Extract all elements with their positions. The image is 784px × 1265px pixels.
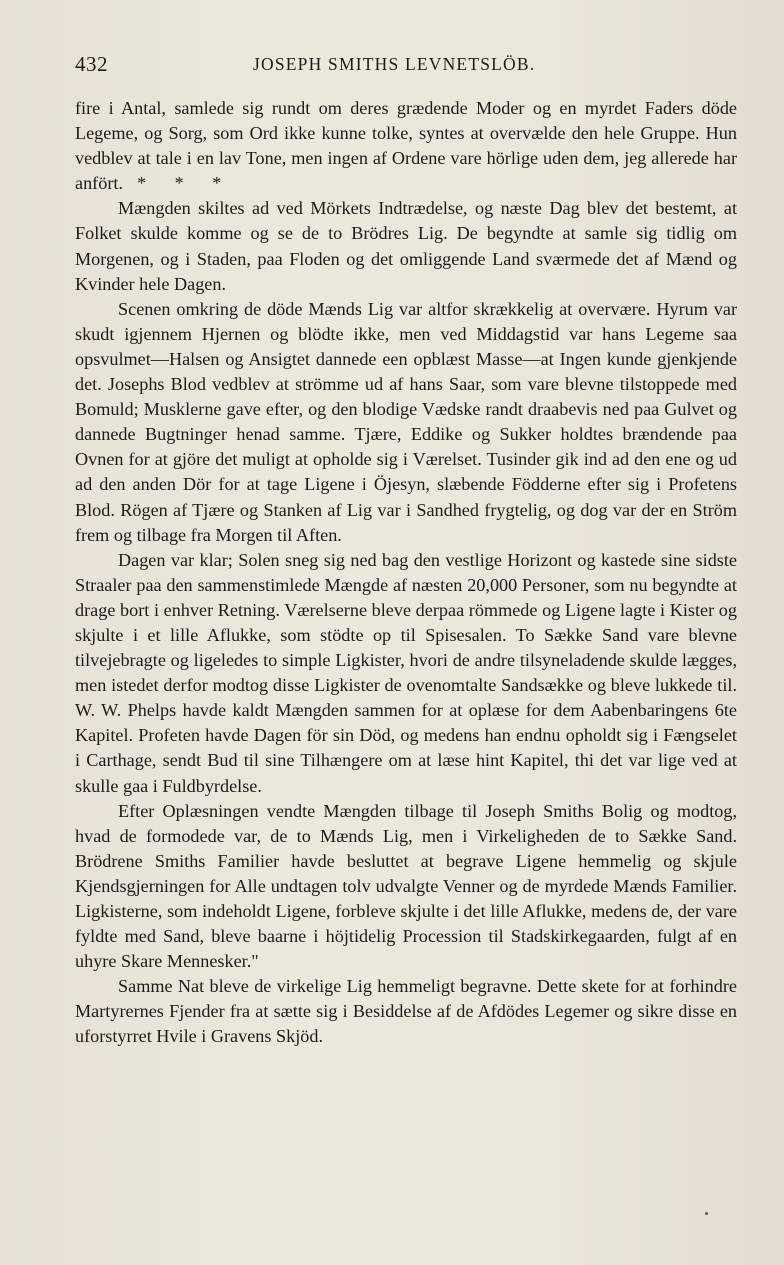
- paragraph-5: Efter Oplæsningen vendte Mængden tilbage til Joseph Smiths Bolig og modtog, hvad de formodede var, de to Mænds Lig, men i Virkeligheden de to Sække Sand. Brödrene Smiths Familier havde besluttet at begrave Ligene hemmelig og skjule Kjendsgjerningen for Alle undtagen tolv udvalgte Venner og de myrdede Mænds Familier. Ligkisterne, som indeholdt Ligene, forbleve skjulte i det lille Aflukke, medens de, der vare fyldte med Sand, bleve baarne i höjtidelig Procession til Stadskirkegaarden, fulgt af en uhyre Skare Mennesker.": [75, 800, 737, 972]
- ellipsis-stars: * * *: [136, 173, 222, 194]
- body-text: [75, 96, 737, 1050]
- paragraph-3: Scenen omkring de döde Mænds Lig var altfor skrækkelig at overvære. Hyrum var skudt igjennem Hjernen og blödte ikke, men ved Middagstid var hans Legeme saa opsvulmet—Halsen og Ansigtet dannede een opblæst Masse—at Ingen kunde gjenkjende det. Josephs Blod vedblev at strömme ud af hans Saar, som vare blevne tilstoppede med Bomuld; Musklerne gave efter, og den blodige Vædske randt draabevis ned paa Gulvet og dannede Bugtninger henad samme. Tjære, Eddike og Sukker holdtes brændende paa Ovnen for at gjöre det muligt at opholde sig i Værelset. Tusinder gik ind ad den ene og ud ad den anden Dör for at tage Ligene i Öjesyn, slæbende Födderne efter sig i Profetens Blod. Rögen af Tjære og Stanken af Lig var i Sandhed frygtelig, og dog var der en Ström frem og tilbage fra Morgen til Aften.: [75, 298, 737, 545]
- page-number: 432: [75, 52, 108, 76]
- print-speck: [705, 1212, 708, 1215]
- paragraph-6: Samme Nat bleve de virkelige Lig hemmeligt begravne. Dette skete for at forhindre Martyrernes Fjender fra at sætte sig i Besiddelse af de Afdödes Legemer og sikre disse en uforstyrret Hvile i Gravens Skjöd.: [75, 976, 737, 1047]
- running-head: JOSEPH SMITHS LEVNETSLÖB.: [253, 54, 536, 74]
- paragraph-1: [75, 96, 737, 196]
- paragraph-4: Dagen var klar; Solen sneg sig ned bag den vestlige Horizont og kastede sine sidste Straaler paa den sammenstimlede Mængde af næsten 20,000 Personer, som nu begyndte at drage bort i enhver Retning. Værelserne bleve derpaa römmede og Ligene lagte i Kister og skjulte i et lille Aflukke, som stödte op til Spisesalen. To Sække Sand vare blevne tilvejebragte og ligeledes to simple Ligkister, hvori de andre tilsyneladende skulde lægges, men istedet derfor modtog disse Ligkister de ovenomtalte Sandsække og bleve lukkede til. W. W. Phelps havde kaldt Mængden sammen for at oplæse for dem Aabenbaringens 6te Kapitel. Profeten havde Dagen för sin Död, og medens han endnu opholdt sig i Fængselet i Carthage, sendt Bud til sine Tilhængere om at læse hint Kapitel, thi det var lige ved at skulle gaa i Fuldbyrdelse.: [75, 549, 737, 796]
- page-header: [75, 52, 739, 86]
- paragraph-2: Mængden skiltes ad ved Mörkets Indtrædelse, og næste Dag blev det bestemt, at Folket skulde komme og se de to Brödres Lig. De begyndte at samle sig tidlig om Morgenen, og i Staden, paa Floden og det omliggende Land sværmede det af Mænd og Kvinder hele Dagen.: [75, 198, 737, 294]
- paragraph-1-text: fire i Antal, samlede sig rundt om deres grædende Moder og en myrdet Faders döde Legeme, og Sorg, som Ord ikke kunne tolke, syntes at overvælde den hele Gruppe. Hun vedblev at tale i en lav Tone, men ingen af Ordene vare hörlige uden dem, jeg allerede har anfört.: [75, 98, 737, 194]
